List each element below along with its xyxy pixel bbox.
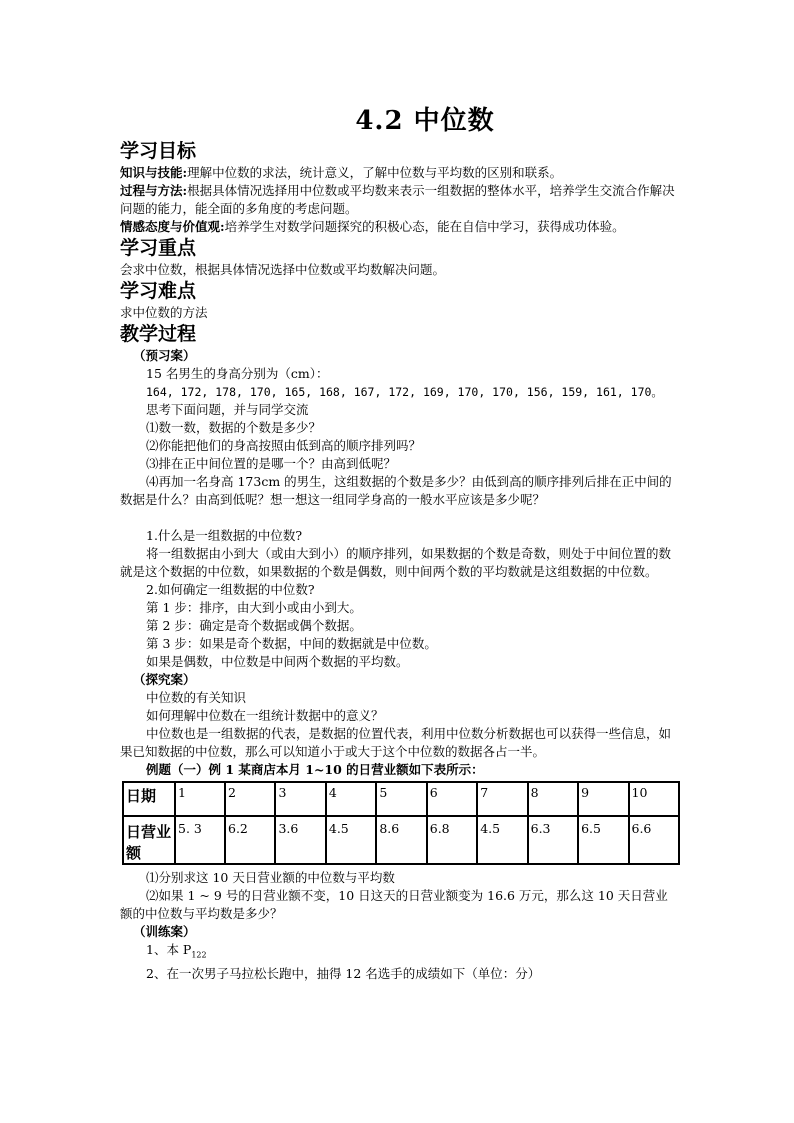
table-cell: 6.6 (629, 816, 680, 864)
table-row (123, 816, 679, 864)
step-4: 如果是偶数，中位数是中间两个数据的平均数。 (146, 654, 409, 669)
table-cell: 6.5 (578, 816, 628, 864)
difficulty-text: 求中位数的方法 (120, 305, 208, 320)
practice-item-1-text: 1、本 P (146, 942, 192, 957)
process-heading: 教学过程 (120, 323, 197, 345)
goal-label: 情感态度与价值观: (120, 219, 225, 234)
table-cell: 5 (376, 782, 426, 816)
question-1: ⑴数一数，数据的个数是多少？ (146, 420, 322, 435)
table-cell: 3 (275, 782, 325, 816)
goal-attitude (120, 218, 680, 236)
step-3: 第 3 步：如果是奇个数据，中间的数据就是中位数。 (146, 636, 437, 651)
question-2: ⑵你能把他们的身高按照由低到高的顺序排列吗？ (146, 438, 422, 453)
table-cell: 6 (427, 782, 477, 816)
difficulty-heading: 学习难点 (120, 280, 197, 302)
table-row (123, 782, 679, 816)
example-title: 例题（一）例 1 某商店本月 1~10 的日营业额如下表所示： (146, 762, 484, 777)
table-header-date: 日期 (123, 782, 175, 816)
question-3: ⑶排在正中间位置的是哪一个？由高到低呢？ (146, 456, 397, 471)
table-cell: 4 (326, 782, 376, 816)
page-number-subscript: 122 (191, 950, 207, 960)
table-cell: 3.6 (275, 816, 325, 864)
table-cell: 1 (175, 782, 225, 816)
goal-label: 过程与方法: (120, 183, 188, 198)
table-cell: 6.3 (528, 816, 578, 864)
practice-item-1 (120, 941, 680, 965)
step-2: 第 2 步：确定是奇个数据或偶个数据。 (146, 618, 362, 633)
preview-label: （预习案） (133, 348, 196, 363)
sales-table (122, 781, 680, 865)
table-cell: 4.5 (477, 816, 527, 864)
key-point-text: 会求中位数，根据具体情况选择中位数或平均数解决问题。 (120, 262, 446, 277)
table-cell: 2 (225, 782, 275, 816)
page-title: 4.2 中位数 (355, 106, 495, 136)
table-cell: 9 (578, 782, 628, 816)
goal-text: 理解中位数的求法，统计意义，了解中位数与平均数的区别和联系。 (187, 165, 563, 180)
spacer (120, 509, 680, 527)
table-cell: 6.2 (225, 816, 275, 864)
preview-intro: 15 名男生的身高分别为（cm）： (146, 366, 329, 381)
goal-process (120, 182, 680, 218)
section-1-title: 1.什么是一组数据的中位数? (146, 528, 303, 543)
table-cell: 6.8 (427, 816, 477, 864)
key-point-heading: 学习重点 (120, 237, 197, 259)
practice-item-2: 2、在一次男子马拉松长跑中，抽得 12 名选手的成绩如下（单位：分） (146, 965, 541, 981)
table-cell: 8 (528, 782, 578, 816)
section-2-title: 2.如何确定一组数据的中位数? (146, 582, 315, 597)
section-1-text: 将一组数据由小到大（或由大到小）的顺序排列，如果数据的个数是奇数，则处于中间位置的数就是这个数据的中位数，如果数据的个数是偶数，则中间两个数的平均数就是这组数据的中位数。 (120, 546, 672, 579)
table-cell: 10 (629, 782, 680, 816)
step-1: 第 1 步：排序，由大到小或由小到大。 (146, 600, 362, 615)
question-4: ⑷再加一名身高 173cm 的男生，这组数据的个数是多少？由低到高的顺序排列后排在正中间的数据是什么？由高到低呢？想一想这一组同学身高的一般水平应该是多少呢？ (120, 474, 672, 507)
table-cell: 8.6 (376, 816, 426, 864)
goal-text: 根据具体情况选择用中位数或平均数来表示一组数据的整体水平，培养学生交流合作解决问题的能力，能全面的多角度的考虑问题。 (120, 183, 675, 216)
preview-think: 思考下面问题，并与同学交流 (146, 402, 309, 417)
table-cell: 4.5 (326, 816, 376, 864)
goals-heading: 学习目标 (120, 140, 197, 162)
goal-knowledge (120, 164, 680, 182)
explore-question: 如何理解中位数在一组统计数据中的意义？ (146, 708, 384, 723)
goal-text: 培养学生对数学问题探究的积极心态，能在自信中学习，获得成功体验。 (224, 219, 625, 234)
explore-label: （探究案） (133, 672, 196, 687)
example-question-2: ⑵如果 1 ~ 9 号的日营业额不变，10 日这天的日营业额变为 16.6 万元，那么这 10 天日营业额的中位数与平均数是多少？ (120, 888, 668, 921)
table-cell: 7 (477, 782, 527, 816)
table-header-sales: 日营业额 (123, 816, 175, 864)
example-question-1: ⑴分别求这 10 天日营业额的中位数与平均数 (146, 870, 395, 885)
document-page (120, 100, 680, 983)
practice-label: （训练案） (133, 924, 196, 939)
goal-label: 知识与技能: (120, 165, 188, 180)
explore-topic: 中位数的有关知识 (146, 690, 247, 705)
explore-text: 中位数也是一组数据的代表，是数据的位置代表，利用中位数分析数据也可以获得一些信息，如果已知数据的中位数，那么可以知道小于或大于这个中位数的数据各占一半。 (120, 726, 672, 759)
height-data: 164, 172, 178, 170, 165, 168, 167, 172, 169, 170, 170, 156, 159, 161, 170。 (146, 385, 663, 399)
table-cell: 5. 3 (175, 816, 225, 864)
